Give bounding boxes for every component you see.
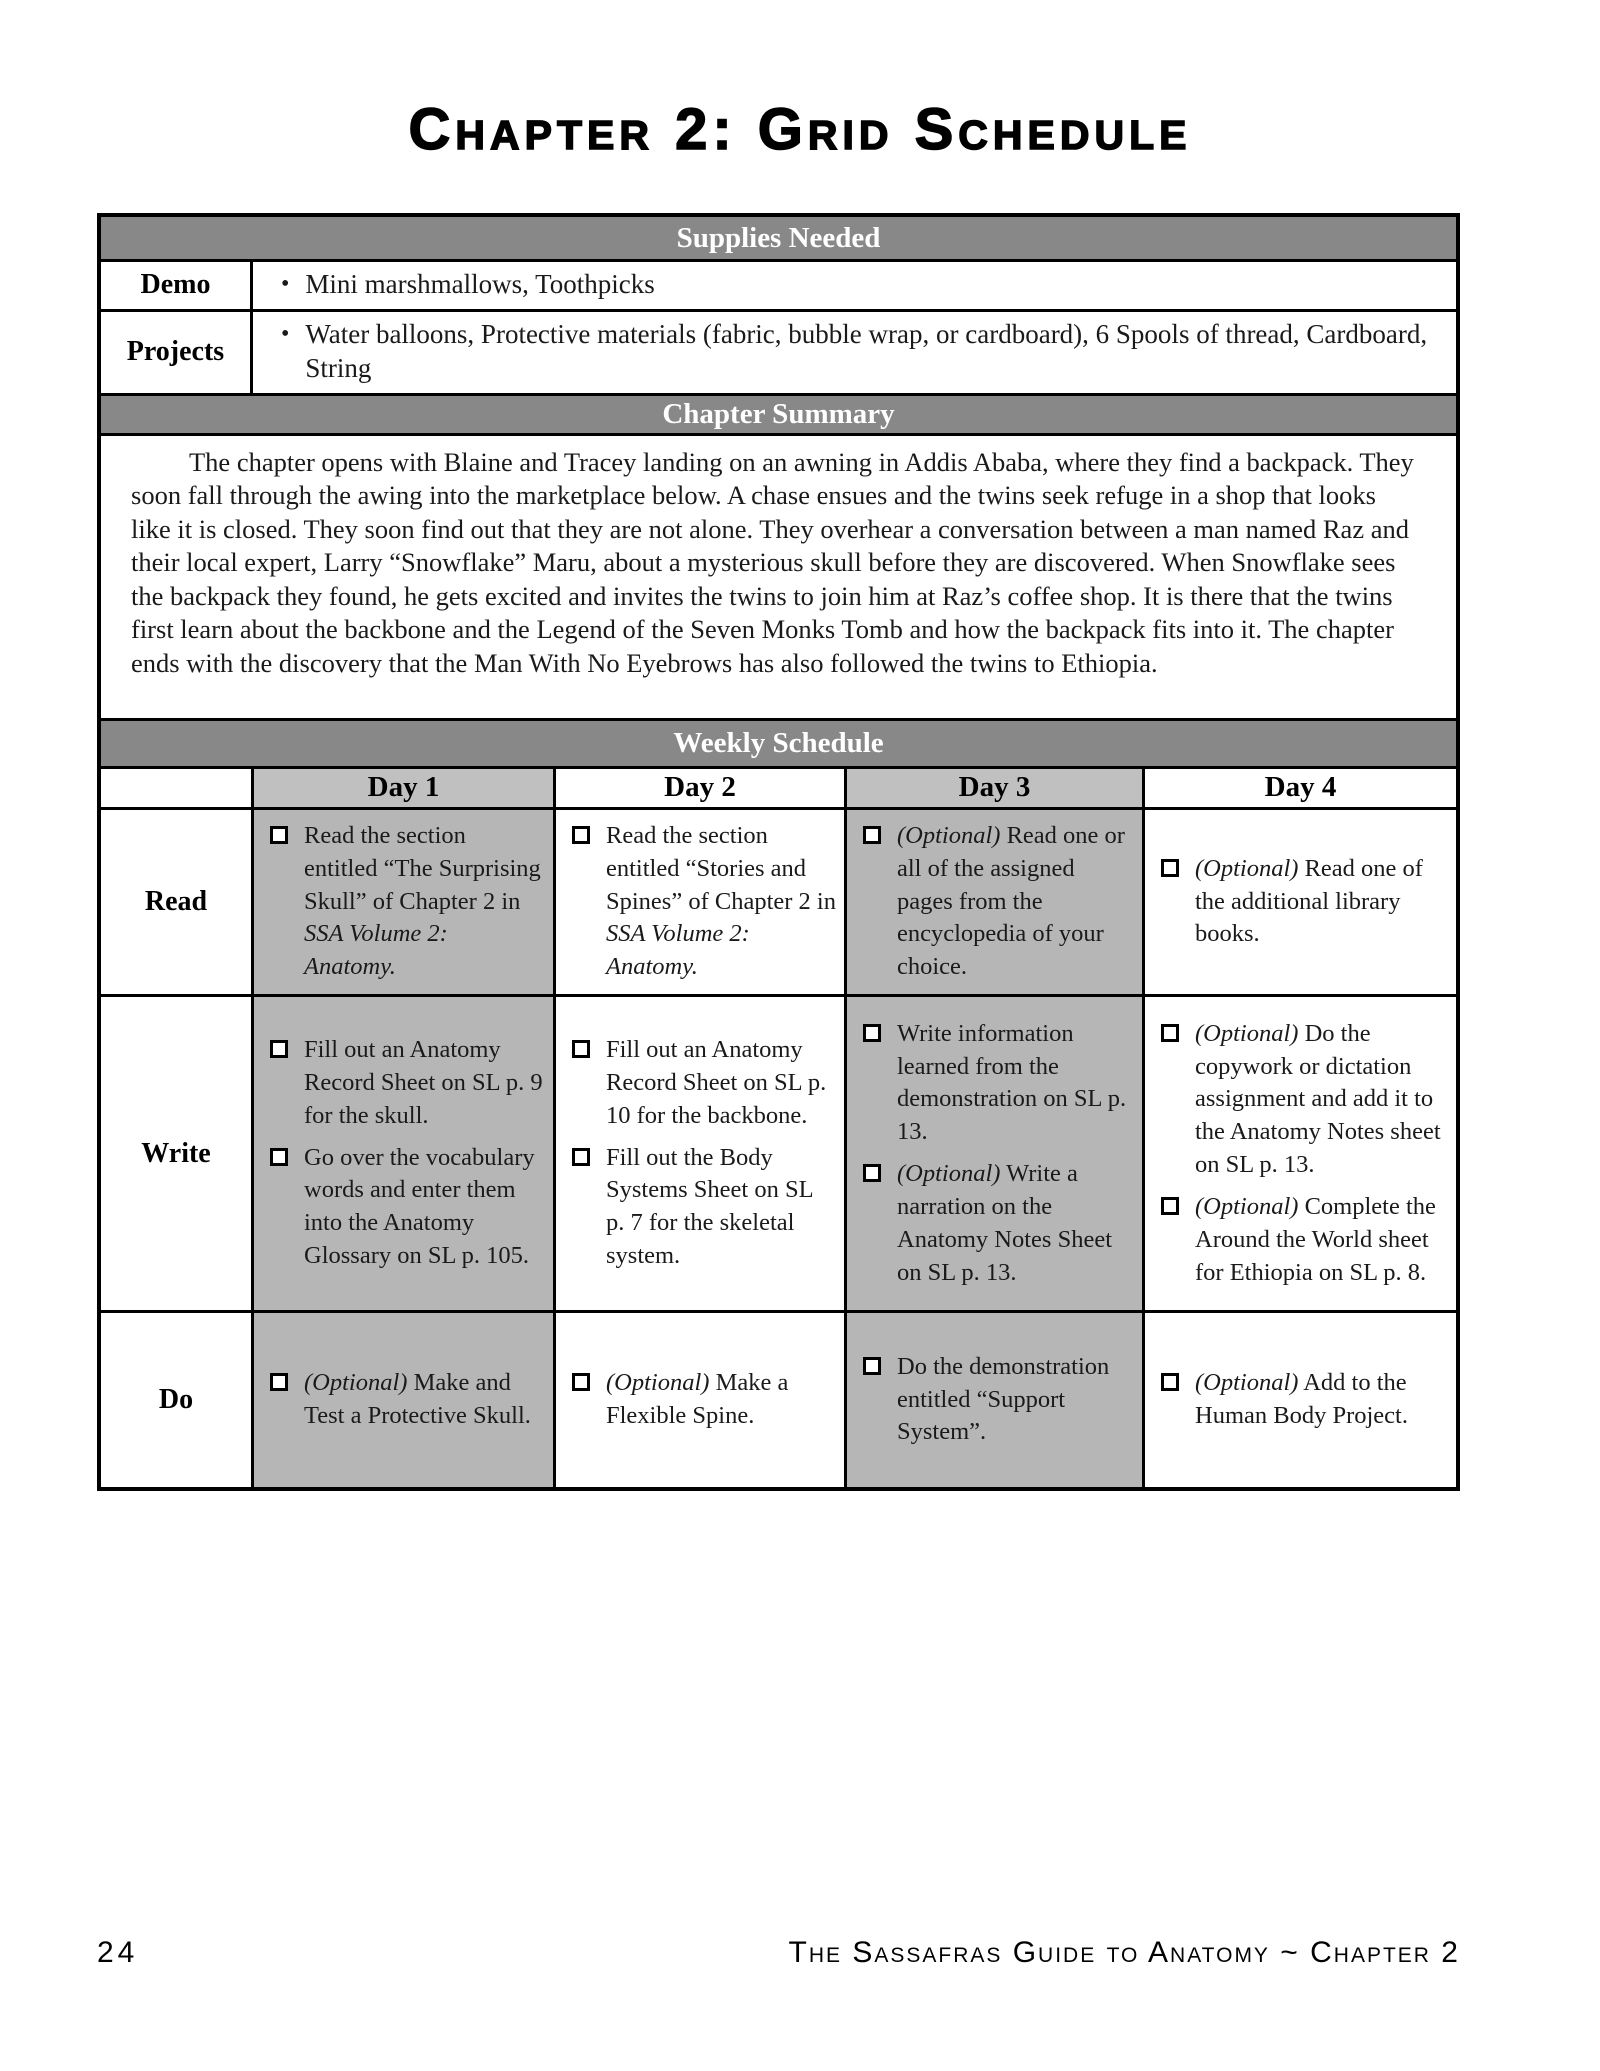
weekly-schedule-header-bar: Weekly Schedule <box>101 718 1456 766</box>
chapter-summary-text: The chapter opens with Blaine and Tracey landing on an awning in Addis Ababa, where they find a backpack. They soon fall through the awing into the marketplace below. A chase ensues and the twins seek refuge in a shop that looks like it is closed. They soon find out that they are not alone. They overhear a conversation between a man named Raz and their local expert, Larry “Snowflake” Maru, about a mysterious skull before they are discovered. When Snowflake sees the backpack they found, he gets excited and invites the twins to join him at Raz’s coffee shop. It is there that the twins first learn about the backbone and the Legend of the Seven Monks Tomb and how the backpack fits into it. The chapter ends with the discovery that the Man With No Eyebrows has also followed the twins to Ethiopia. <box>131 446 1414 678</box>
checkbox-icon <box>572 826 590 844</box>
chapter-summary-header-bar: Chapter Summary <box>101 393 1456 433</box>
task-item <box>861 820 1134 984</box>
supply-item <box>281 267 1432 302</box>
task-item <box>268 1367 545 1433</box>
schedule-cell-do-day4 <box>1142 1313 1456 1487</box>
day-header-cell-day3: Day 3 <box>844 769 1142 807</box>
schedule-cell-write-day3 <box>844 997 1142 1310</box>
schedule-cell-write-day2 <box>553 997 844 1310</box>
schedule-cell-read-day1 <box>251 810 553 994</box>
checkbox-icon <box>863 1357 881 1375</box>
task-item <box>1159 1191 1448 1289</box>
checkbox-icon <box>270 826 288 844</box>
checkbox-icon <box>270 1040 288 1058</box>
day-header-cell-day2: Day 2 <box>553 769 844 807</box>
checkbox-icon <box>572 1148 590 1166</box>
supplies-content-projects <box>253 312 1456 393</box>
task-item <box>570 1367 836 1433</box>
checkbox-icon <box>270 1373 288 1391</box>
chapter-summary-cell <box>101 433 1456 718</box>
day-header-spacer-cell <box>101 769 251 807</box>
task-text: (Optional) Make a Flexible Spine. <box>606 1369 789 1430</box>
checkbox-icon <box>1161 1197 1179 1215</box>
task-text: (Optional) Read one or all of the assigned pages from the encyclopedia of your choice. <box>897 821 1125 981</box>
task-text: Write information learned from the demonstration on SL p. 13. <box>897 1019 1127 1146</box>
task-text: Read the section entitled “Stories and Spines” of Chapter 2 in SSA Volume 2: Anatomy. <box>606 821 836 981</box>
task-item <box>1159 1018 1448 1182</box>
chapter-grid-table <box>97 213 1460 1491</box>
bullet-icon: • <box>281 271 290 297</box>
supplies-label-demo: Demo <box>101 262 253 309</box>
schedule-cell-do-day1 <box>251 1313 553 1487</box>
schedule-row-do <box>101 1310 1456 1487</box>
task-item <box>570 820 836 984</box>
schedule-cell-write-day1 <box>251 997 553 1310</box>
schedule-row-read <box>101 807 1456 994</box>
task-text: (Optional) Make and Test a Protective Skull. <box>304 1369 531 1430</box>
task-item <box>268 820 545 984</box>
task-item <box>861 1018 1134 1149</box>
checkbox-icon <box>863 1024 881 1042</box>
supply-item <box>281 317 1432 386</box>
checkbox-icon <box>270 1148 288 1166</box>
task-item <box>268 1142 545 1273</box>
checkbox-icon <box>1161 1024 1179 1042</box>
bullet-icon: • <box>281 320 290 347</box>
page-footer <box>97 1936 1460 1970</box>
task-item <box>1159 853 1448 951</box>
task-text: (Optional) Read one of the additional library books. <box>1195 854 1423 948</box>
supplies-needed-header-bar: Supplies Needed <box>101 217 1456 259</box>
task-text: Go over the vocabulary words and enter them into the Anatomy Glossary on SL p. 105. <box>304 1143 535 1270</box>
footer-title: The Sassafras Guide to Anatomy ~ Chapter 2 <box>788 1936 1460 1969</box>
checkbox-icon <box>572 1040 590 1058</box>
schedule-cell-do-day3 <box>844 1313 1142 1487</box>
task-text: Read the section entitled “The Surprising Skull” of Chapter 2 in SSA Volume 2: Anatomy. <box>304 821 541 981</box>
row-label-read: Read <box>101 810 251 994</box>
task-text: (Optional) Write a narration on the Anatomy Notes Sheet on SL p. 13. <box>897 1160 1113 1286</box>
task-text: (Optional) Complete the Around the World sheet for Ethiopia on SL p. 8. <box>1195 1192 1436 1286</box>
supplies-label-projects: Projects <box>101 312 253 393</box>
supply-text: Mini marshmallows, Toothpicks <box>305 269 655 299</box>
checkbox-icon <box>572 1373 590 1391</box>
task-item <box>861 1351 1134 1449</box>
schedule-cell-read-day2 <box>553 810 844 994</box>
supplies-row-projects <box>101 309 1456 393</box>
checkbox-icon <box>1161 1373 1179 1391</box>
checkbox-icon <box>1161 859 1179 877</box>
schedule-cell-write-day4 <box>1142 997 1456 1310</box>
schedule-row-write <box>101 994 1456 1310</box>
task-text: Fill out an Anatomy Record Sheet on SL p. 10 for the backbone. <box>606 1036 827 1129</box>
supplies-content-demo <box>253 262 1456 309</box>
schedule-cell-do-day2 <box>553 1313 844 1487</box>
task-item <box>861 1158 1134 1289</box>
day-header-row <box>101 766 1456 807</box>
day-header-cell-day1: Day 1 <box>251 769 553 807</box>
page-title: Chapter 2: Grid Schedule <box>408 97 1192 162</box>
task-item <box>268 1034 545 1132</box>
task-text: Fill out an Anatomy Record Sheet on SL p. 9 for the skull. <box>304 1036 543 1129</box>
schedule-cell-read-day3 <box>844 810 1142 994</box>
task-item <box>570 1142 836 1273</box>
checkbox-icon <box>863 826 881 844</box>
schedule-cell-read-day4 <box>1142 810 1456 994</box>
row-label-do: Do <box>101 1313 251 1487</box>
day-header-cell-day4: Day 4 <box>1142 769 1456 807</box>
task-text: Do the demonstration entitled “Support System”. <box>897 1352 1110 1446</box>
task-text: (Optional) Do the copywork or dictation assignment and add it to the Anatomy Notes sheet on SL p. 13. <box>1195 1019 1441 1179</box>
supply-text: Water balloons, Protective materials (fabric, bubble wrap, or cardboard), 6 Spools of thread, Cardboard, String <box>305 318 1428 384</box>
supplies-row-demo <box>101 259 1456 309</box>
checkbox-icon <box>863 1164 881 1182</box>
task-text: Fill out the Body Systems Sheet on SL p. 7 for the skeletal system. <box>606 1143 813 1270</box>
row-label-write: Write <box>101 997 251 1310</box>
task-text: (Optional) Add to the Human Body Project. <box>1195 1369 1408 1430</box>
task-item <box>1159 1367 1448 1433</box>
page-number: 24 <box>97 1936 139 1969</box>
task-item <box>570 1034 836 1132</box>
